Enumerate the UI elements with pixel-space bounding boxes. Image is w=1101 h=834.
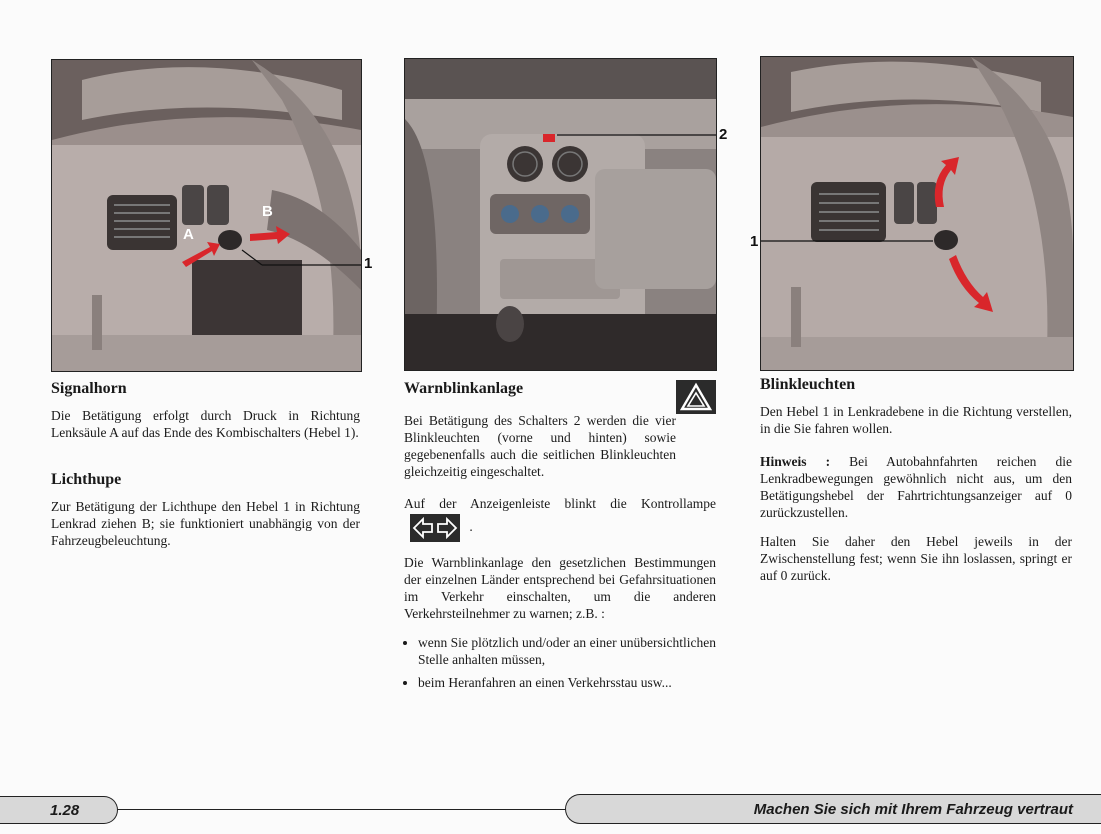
- text-blinkleuchten-3: Halten Sie daher den Hebel jeweils in der Zwischenstellung fest; wenn Sie ihn loslassen, springt er auf 0 zurück.: [760, 534, 1072, 583]
- text-warnblink-1: Bei Betätigung des Schalters 2 werden die vier Blinkleuchten (vorne und hinten) sowie gegebenenfalls auch die seitlichen Blinkleuchten gleichzeitig eingeschaltet.: [404, 413, 676, 479]
- callout-a: A: [183, 226, 194, 243]
- text-warnblink-2-suffix: .: [469, 519, 473, 535]
- hazard-warning-icon: [676, 380, 716, 414]
- callout-1-left: 1: [364, 255, 373, 272]
- text-signalhorn: Die Betätigung erfolgt durch Druck in Richtung Lenksäule A auf das Ende des Kombischalters (Hebel 1).: [51, 408, 360, 440]
- heading-signalhorn: Signalhorn: [51, 380, 127, 397]
- text-lichthupe: Zur Betätigung der Lichthupe den Hebel 1 in Richtung Lenkrad ziehen B; sie funktioniert unabhängig von der Fahrzeugbeleuchtung.: [51, 499, 360, 548]
- text-warnblink-2-prefix: Auf der Anzeigenleiste blinkt die Kontrollampe: [404, 496, 716, 511]
- photo-horn-lever: [51, 59, 362, 372]
- photo-hazard-switch: [404, 58, 717, 371]
- text-warnblink-3: Die Warnblinkanlage den gesetzlichen Bestimmungen der einzelnen Länder entsprechend bei Gefahrsituationen im Verkehr einschalten, um die anderen Verkehrsteilnehmer zu warnen; z.B. :: [404, 555, 716, 621]
- column-left: [51, 380, 360, 561]
- heading-lichthupe: Lichthupe: [51, 471, 122, 488]
- heading-blinkleuchten: Blinkleuchten: [760, 376, 856, 393]
- column-middle: [404, 378, 716, 697]
- page-number: 1.28: [0, 796, 118, 824]
- chapter-title: Machen Sie sich mit Ihrem Fahrzeug vertraut: [565, 794, 1101, 824]
- list-item: • beim Heranfahren an einen Verkehrsstau usw...: [418, 674, 716, 691]
- text-hinweis: [760, 453, 1072, 521]
- callout-b: B: [262, 203, 273, 220]
- callout-2: 2: [719, 126, 728, 143]
- text-blinkleuchten-1: Den Hebel 1 in Lenkradebene in die Richtung verstellen, in die Sie fahren wollen.: [760, 404, 1072, 436]
- hint-label: Hinweis :: [760, 454, 831, 469]
- list-item: • wenn Sie plötzlich und/oder an einer unübersichtlichen Stelle anhalten müssen,: [418, 634, 716, 668]
- callout-1-right: 1: [750, 233, 759, 250]
- photo-turn-signal-lever: [760, 56, 1074, 371]
- column-right: [760, 376, 1072, 596]
- turn-signal-arrows-icon: [410, 514, 460, 542]
- bullet-list: [404, 634, 716, 691]
- heading-warnblinkanlage: Warnblinkanlage: [404, 380, 524, 397]
- hint-text: Bei Autobahnfahrten reichen die Lenkradbewegungen gewöhnlich nicht aus, um den Betätigungshebel der Fahrtrichtungsanzeiger auf 0 zurückzustellen.: [760, 454, 1072, 520]
- text-warnblink-2: [404, 494, 716, 542]
